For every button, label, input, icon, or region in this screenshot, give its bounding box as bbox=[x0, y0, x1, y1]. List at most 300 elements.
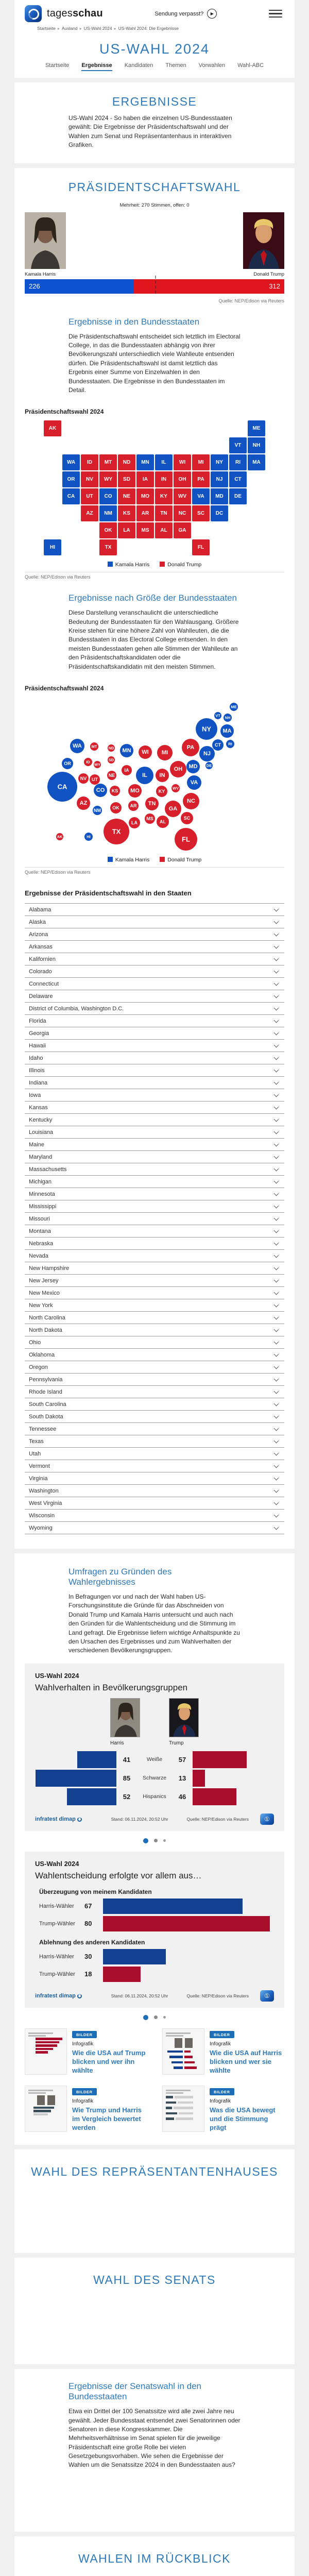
state-tile-TX[interactable]: TX bbox=[99, 539, 117, 555]
svg-text:ME: ME bbox=[231, 704, 237, 709]
us-states-map[interactable] bbox=[44, 420, 265, 556]
breadcrumb-item[interactable]: US-Wahl 2024 bbox=[83, 26, 112, 31]
state-accordion-row[interactable] bbox=[25, 1237, 284, 1249]
chart2-title: Wahlentscheidung erfolgte vor allem aus… bbox=[35, 1870, 202, 1880]
teaser-title[interactable]: Wie Trump und Harris im Vergleich bewertet werden bbox=[72, 2106, 142, 2132]
state-tile-IL[interactable]: IL bbox=[155, 454, 173, 470]
chevron-down-icon bbox=[274, 1376, 279, 1381]
teaser-title[interactable]: Wie die USA auf Harris blicken und wer sie wählte bbox=[210, 2049, 282, 2075]
bubble-section-text: Diese Darstellung veranschaulicht die unterschiedliche Bedeutung der Bundesstaaten für den Wahlausgang. Größere Kreise stehen für eine höhere Zahl von Wahlleuten, die die Bundesstaaten in das Electoral College entsenden. In den meisten Bundesstaaten gehen alle Stimmen der Wahlleute an den Präsidentschaftskandidaten oder die Präsidentschaftskandidatin mit den meisten Stimmen. bbox=[68, 609, 239, 670]
retrospect-heading: WAHLEN IM RÜCKBLICK bbox=[78, 2551, 231, 2565]
state-tile-IN[interactable]: IN bbox=[155, 471, 173, 487]
teaser-kicker: Infografik bbox=[72, 2098, 94, 2105]
state-tile-NH[interactable]: NH bbox=[248, 437, 265, 453]
carousel-dot[interactable] bbox=[163, 2016, 166, 2019]
state-tile-NE[interactable]: NE bbox=[118, 488, 135, 504]
state-accordion-row[interactable] bbox=[25, 1212, 284, 1225]
state-bubble-AR[interactable] bbox=[128, 801, 139, 811]
chevron-down-icon bbox=[274, 993, 279, 998]
state-name: Utah bbox=[29, 1450, 41, 1457]
demo-category: Schwarze bbox=[142, 1775, 167, 1782]
tagesschau-wordmark: tagesschau bbox=[47, 8, 103, 19]
page-title: US-WAHL 2024 bbox=[99, 41, 210, 57]
state-bubble-CA[interactable] bbox=[47, 772, 77, 802]
carousel-dot-active[interactable] bbox=[143, 2015, 148, 2020]
tab-vorwahlen[interactable]: Vorwahlen bbox=[198, 62, 226, 69]
state-accordion-row[interactable] bbox=[25, 928, 284, 940]
state-name: New York bbox=[29, 1302, 53, 1309]
tagesschau-logo-icon bbox=[25, 5, 42, 22]
state-accordion-row[interactable] bbox=[25, 1262, 284, 1274]
state-tile-CO[interactable]: CO bbox=[99, 488, 117, 504]
state-bubble-WY[interactable] bbox=[94, 761, 101, 768]
state-accordion-row[interactable] bbox=[25, 1002, 284, 1014]
house-heading: WAHL DES REPRÄSENTANTENHAUSES bbox=[31, 2165, 278, 2179]
decision-groups bbox=[35, 1888, 274, 1982]
state-tile-PA[interactable]: PA bbox=[192, 471, 210, 487]
state-bubble-OK[interactable] bbox=[110, 802, 122, 814]
bubble-cartogram[interactable] bbox=[33, 697, 276, 853]
chevron-down-icon bbox=[274, 1055, 279, 1060]
state-accordion-row[interactable] bbox=[25, 1398, 284, 1410]
tab-startseite[interactable]: Startseite bbox=[45, 62, 70, 69]
state-tile-MS[interactable]: MS bbox=[136, 522, 154, 538]
state-bubble-OH[interactable] bbox=[170, 761, 186, 777]
chevron-down-icon bbox=[274, 1351, 279, 1357]
state-bubble-IA[interactable] bbox=[122, 765, 132, 775]
chevron-down-icon bbox=[274, 943, 279, 948]
carousel-dot[interactable] bbox=[154, 2015, 158, 2019]
bilder-badge: BILDER bbox=[72, 2031, 97, 2038]
state-tile-NY[interactable]: NY bbox=[211, 454, 228, 470]
state-accordion-row[interactable] bbox=[25, 953, 284, 965]
state-tile-ID[interactable]: ID bbox=[81, 454, 98, 470]
ergebnisse-heading: ERGEBNISSE bbox=[112, 95, 197, 108]
senate-results-heading: Ergebnisse der Senatswahl in den Bundesstaaten bbox=[68, 2381, 201, 2402]
state-tile-GA[interactable]: GA bbox=[174, 522, 191, 538]
svg-text:DE: DE bbox=[206, 763, 212, 768]
state-accordion-list bbox=[25, 903, 284, 1534]
state-name: Oregon bbox=[29, 1364, 48, 1370]
state-bubble-GA[interactable] bbox=[165, 801, 181, 817]
state-accordion-row[interactable] bbox=[25, 990, 284, 1002]
teaser-item[interactable] bbox=[25, 2086, 147, 2132]
map-legend bbox=[25, 562, 284, 568]
state-name: South Carolina bbox=[29, 1401, 66, 1408]
state-name: Florida bbox=[29, 1018, 46, 1024]
state-tile-WA[interactable]: WA bbox=[62, 454, 80, 470]
state-tile-KY[interactable]: KY bbox=[155, 488, 173, 504]
state-name: Alaska bbox=[29, 919, 46, 925]
svg-text:ID: ID bbox=[86, 759, 90, 765]
harris-name: Kamala Harris bbox=[25, 271, 56, 277]
state-accordion-row[interactable] bbox=[25, 1410, 284, 1422]
map-section-text: Die Präsidentschaftswahl entscheidet sich letztlich im Electoral College, in das die Bundesstaaten abhängig von ihrer Bevölkerungszahl unterschiedlich viele Wahlleute entsenden dürfen. Die Präsidentschaftswahl ist damit letztlich das Ergebnis einer Summe von Einzelwahlen in den Bundesstaaten. Die Ergebnisse in den Bundesstaaten im Detail. bbox=[68, 332, 241, 394]
state-accordion-row[interactable] bbox=[25, 1299, 284, 1311]
state-tile-WY[interactable]: WY bbox=[99, 471, 117, 487]
state-name: Georgia bbox=[29, 1030, 49, 1037]
state-bubble-IN[interactable] bbox=[156, 769, 169, 782]
state-bubble-NH[interactable] bbox=[224, 714, 232, 722]
decision-row bbox=[35, 1916, 274, 1931]
state-tile-RI[interactable]: RI bbox=[229, 454, 247, 470]
state-bubble-UT[interactable] bbox=[90, 774, 100, 785]
state-bubble-MI[interactable] bbox=[157, 745, 173, 760]
teaser-item[interactable] bbox=[162, 2086, 284, 2132]
state-accordion-row[interactable] bbox=[25, 903, 284, 916]
teaser-thumbnail bbox=[25, 2028, 67, 2075]
state-tile-NJ[interactable]: NJ bbox=[211, 471, 228, 487]
state-accordion-row[interactable] bbox=[25, 1113, 284, 1126]
intro-section bbox=[14, 82, 295, 163]
state-accordion-row[interactable] bbox=[25, 1052, 284, 1064]
tagesschau-logo[interactable] bbox=[25, 5, 103, 22]
legend-swatch bbox=[108, 857, 113, 862]
svg-text:AL: AL bbox=[160, 819, 166, 825]
chevron-down-icon bbox=[274, 1203, 279, 1208]
svg-text:FL: FL bbox=[182, 835, 190, 843]
state-tile-NC[interactable]: NC bbox=[174, 505, 191, 521]
chevron-down-icon bbox=[274, 1426, 279, 1431]
state-tile-AK[interactable]: AK bbox=[44, 420, 61, 436]
state-accordion-row[interactable] bbox=[25, 1274, 284, 1286]
breadcrumb-separator: ▸ bbox=[114, 26, 116, 31]
carousel-dot[interactable] bbox=[154, 1839, 158, 1842]
state-accordion-row[interactable] bbox=[25, 1348, 284, 1361]
harris-value: 52 bbox=[123, 1792, 131, 1801]
bubble-section-heading: Ergebnisse nach Größe der Bundesstaaten bbox=[68, 593, 237, 603]
svg-text:WV: WV bbox=[172, 786, 179, 791]
trump-value: 57 bbox=[178, 1755, 186, 1764]
svg-text:KS: KS bbox=[111, 788, 118, 794]
demo-row bbox=[35, 1751, 274, 1768]
senate-results-text: Etwa ein Drittel der 100 Senatssitze wird alle zwei Jahre neu gewählt. Jeder Bundesstaat entsendet zwei Senatorinnen oder Senatoren in diese Kongresskammer. Die Mehrheitsverhältnisse im Senat spielen für die jeweilige Präsidentschaft eine große Rolle bei vielen Gesetzgebungsvorhaben. Wie sehen die Ergebnisse der Wahlen um die Senatssitze 2024 in den Bundesstaaten aus? bbox=[68, 2408, 241, 2469]
svg-text:UT: UT bbox=[92, 777, 98, 783]
state-tile-OR[interactable]: OR bbox=[62, 471, 80, 487]
state-bubble-KS[interactable] bbox=[110, 786, 120, 796]
state-tile-HI[interactable]: HI bbox=[44, 539, 61, 555]
breadcrumb-separator: ▸ bbox=[79, 26, 82, 31]
state-bubble-AZ[interactable] bbox=[77, 796, 90, 810]
state-accordion-row[interactable] bbox=[25, 1484, 284, 1497]
state-accordion-row[interactable] bbox=[25, 1150, 284, 1163]
house-section bbox=[14, 2149, 295, 2253]
state-accordion-row[interactable] bbox=[25, 965, 284, 977]
chevron-down-icon bbox=[274, 1030, 279, 1035]
state-accordion-row[interactable] bbox=[25, 1521, 284, 1534]
harris-bar-segment: 226 bbox=[25, 279, 134, 294]
state-bubble-TX[interactable] bbox=[104, 819, 129, 844]
state-accordion-row[interactable] bbox=[25, 1373, 284, 1385]
electoral-bar[interactable] bbox=[25, 279, 284, 294]
state-accordion-row[interactable] bbox=[25, 1324, 284, 1336]
state-name: Texas bbox=[29, 1438, 44, 1445]
state-tile-AL[interactable]: AL bbox=[155, 522, 173, 538]
state-tile-IA[interactable]: IA bbox=[136, 471, 154, 487]
harris-bar bbox=[103, 1899, 243, 1914]
state-accordion-row[interactable] bbox=[25, 1225, 284, 1237]
state-bubble-RI[interactable] bbox=[226, 740, 234, 748]
state-bubble-ID[interactable] bbox=[84, 758, 92, 766]
stand-label: Stand: 06.11.2024, 20:52 Uhr bbox=[111, 1816, 168, 1822]
state-accordion-row[interactable] bbox=[25, 1472, 284, 1484]
state-bubble-IL[interactable] bbox=[136, 767, 153, 784]
decision-row bbox=[35, 1967, 274, 1982]
state-tile-SD[interactable]: SD bbox=[118, 471, 135, 487]
state-tile-MO[interactable]: MO bbox=[136, 488, 154, 504]
state-accordion-row[interactable] bbox=[25, 1422, 284, 1435]
state-bubble-CO[interactable] bbox=[94, 784, 107, 797]
chevron-down-icon bbox=[274, 1005, 279, 1010]
state-accordion-row[interactable] bbox=[25, 1039, 284, 1052]
state-tile-UT[interactable]: UT bbox=[81, 488, 98, 504]
state-tile-AR[interactable]: AR bbox=[136, 505, 154, 521]
svg-text:OK: OK bbox=[112, 805, 119, 811]
state-accordion-row[interactable] bbox=[25, 1027, 284, 1039]
chevron-down-icon bbox=[274, 1339, 279, 1344]
teaser-item[interactable] bbox=[25, 2028, 147, 2075]
demo-row bbox=[35, 1788, 274, 1805]
state-tile-OK[interactable]: OK bbox=[99, 522, 117, 538]
state-tile-MI[interactable]: MI bbox=[192, 454, 210, 470]
state-bubble-NY[interactable] bbox=[196, 718, 217, 740]
state-bubble-SD[interactable] bbox=[108, 756, 115, 764]
state-tile-NV[interactable]: NV bbox=[81, 471, 98, 487]
harris-small-photo bbox=[110, 1698, 140, 1737]
state-accordion-row[interactable] bbox=[25, 1076, 284, 1089]
state-bubble-LA[interactable] bbox=[129, 817, 140, 828]
svg-text:SD: SD bbox=[108, 757, 114, 762]
state-accordion-row[interactable] bbox=[25, 1336, 284, 1348]
tab-wahl-abc[interactable]: Wahl-ABC bbox=[237, 62, 264, 69]
breadcrumb-item[interactable]: US-Wahl 2024: Die Ergebnisse bbox=[118, 26, 179, 31]
state-name: South Dakota bbox=[29, 1413, 63, 1420]
state-bubble-NC[interactable] bbox=[183, 793, 199, 809]
svg-text:MI: MI bbox=[161, 750, 168, 756]
state-bubble-NE[interactable] bbox=[107, 771, 116, 780]
bilder-badge: BILDER bbox=[72, 2088, 97, 2095]
teaser-title[interactable]: Was die USA bewegt und die Stimmung prägt bbox=[210, 2106, 276, 2132]
state-bubble-FL[interactable] bbox=[175, 828, 197, 851]
teaser-title[interactable]: Wie die USA auf Trump blicken und wer ihn wählte bbox=[72, 2049, 146, 2075]
state-accordion-row[interactable] bbox=[25, 1497, 284, 1509]
state-tile-OH[interactable]: OH bbox=[174, 471, 191, 487]
state-accordion-row[interactable] bbox=[25, 1188, 284, 1200]
state-tile-CT[interactable]: CT bbox=[229, 471, 247, 487]
state-accordion-row[interactable] bbox=[25, 1163, 284, 1175]
bilder-badge: BILDER bbox=[210, 2031, 234, 2038]
state-name: Nevada bbox=[29, 1252, 48, 1259]
chevron-down-icon bbox=[274, 1524, 279, 1530]
state-accordion-row[interactable] bbox=[25, 940, 284, 953]
state-bubble-AL[interactable] bbox=[157, 816, 169, 828]
state-bubble-HI[interactable] bbox=[84, 833, 93, 841]
decision-label: Trump-Wähler bbox=[39, 1920, 75, 1927]
chart1-footer bbox=[35, 1814, 274, 1825]
state-accordion-row[interactable] bbox=[25, 1435, 284, 1447]
legend-item: Kamala Harris bbox=[108, 562, 150, 568]
state-tile-ME[interactable]: ME bbox=[248, 420, 265, 436]
decision-label: Harris-Wähler bbox=[39, 1953, 74, 1960]
state-accordion-row[interactable] bbox=[25, 1101, 284, 1113]
state-tile-TN[interactable]: TN bbox=[155, 505, 173, 521]
state-tile-DE[interactable]: DE bbox=[229, 488, 247, 504]
state-name: Maine bbox=[29, 1141, 44, 1148]
state-accordion-row[interactable] bbox=[25, 1014, 284, 1027]
legend-swatch bbox=[108, 562, 113, 567]
state-name: Oklahoma bbox=[29, 1351, 55, 1358]
state-bubble-KY[interactable] bbox=[156, 786, 167, 797]
state-accordion-row[interactable] bbox=[25, 1200, 284, 1212]
state-tile-WI[interactable]: WI bbox=[174, 454, 191, 470]
svg-text:WA: WA bbox=[73, 743, 82, 750]
svg-text:CO: CO bbox=[96, 787, 105, 794]
state-bubble-NJ[interactable] bbox=[199, 746, 215, 761]
state-name: Rhode Island bbox=[29, 1388, 62, 1395]
state-tile-ND[interactable]: ND bbox=[118, 454, 135, 470]
state-tile-DC[interactable]: DC bbox=[211, 505, 228, 521]
svg-text:NH: NH bbox=[225, 715, 231, 720]
chevron-down-icon bbox=[274, 1191, 279, 1196]
state-tile-MT[interactable]: MT bbox=[99, 454, 117, 470]
tab-ergebnisse[interactable]: Ergebnisse bbox=[81, 62, 112, 71]
state-bubble-MO[interactable] bbox=[128, 784, 142, 798]
svg-text:CA: CA bbox=[57, 783, 67, 791]
sendung-verpasst-link[interactable]: Sendung verpasst? ▶ bbox=[154, 9, 217, 19]
state-name: Tennessee bbox=[29, 1426, 57, 1432]
state-accordion-row[interactable] bbox=[25, 1286, 284, 1299]
state-tile-CA[interactable]: CA bbox=[62, 488, 80, 504]
chevron-down-icon bbox=[274, 1240, 279, 1245]
state-bubble-VA[interactable] bbox=[187, 775, 201, 790]
chevron-down-icon bbox=[274, 1500, 279, 1505]
state-bubble-NV[interactable] bbox=[78, 773, 89, 784]
trump-bar bbox=[103, 1967, 141, 1982]
play-icon: ▶ bbox=[207, 9, 217, 19]
svg-text:LA: LA bbox=[131, 820, 138, 826]
decision-row bbox=[35, 1899, 274, 1914]
state-bubble-WA[interactable] bbox=[70, 739, 84, 753]
state-accordion-row[interactable] bbox=[25, 1311, 284, 1324]
state-bubble-ME[interactable] bbox=[230, 703, 238, 711]
infratest-dimap-logo: infratest dimap bbox=[35, 1993, 82, 1999]
carousel-dot[interactable] bbox=[163, 1839, 166, 1842]
teaser-kicker: Infografik bbox=[210, 2098, 231, 2105]
chevron-down-icon bbox=[274, 1129, 279, 1134]
state-bubble-MD[interactable] bbox=[186, 760, 200, 773]
state-accordion-row[interactable] bbox=[25, 916, 284, 928]
state-bubble-NM[interactable] bbox=[93, 806, 102, 815]
state-accordion-row[interactable] bbox=[25, 1138, 284, 1150]
svg-text:MD: MD bbox=[188, 764, 198, 770]
teaser-item[interactable] bbox=[162, 2028, 284, 2075]
state-bubble-MN[interactable] bbox=[120, 744, 133, 757]
state-accordion-row[interactable] bbox=[25, 1249, 284, 1262]
state-accordion-row[interactable] bbox=[25, 1064, 284, 1076]
state-tile-WV[interactable]: WV bbox=[174, 488, 191, 504]
state-accordion-row[interactable] bbox=[25, 1089, 284, 1101]
decision-group-title: Ablehnung des anderen Kandidaten bbox=[39, 1938, 145, 1946]
state-tile-MA[interactable]: MA bbox=[248, 454, 265, 470]
state-accordion-row[interactable] bbox=[25, 977, 284, 990]
state-name: Pennsylvania bbox=[29, 1376, 63, 1383]
polls-section bbox=[14, 1553, 295, 2145]
state-name: Montana bbox=[29, 1228, 51, 1234]
state-bubble-CT[interactable] bbox=[212, 739, 224, 751]
state-accordion-row[interactable] bbox=[25, 1447, 284, 1460]
state-tile-MD[interactable]: MD bbox=[211, 488, 228, 504]
state-tile-AZ[interactable]: AZ bbox=[81, 505, 98, 521]
state-name: Idaho bbox=[29, 1055, 43, 1061]
tab-themen[interactable]: Themen bbox=[165, 62, 186, 69]
state-name: Missouri bbox=[29, 1215, 50, 1222]
state-bubble-MA[interactable] bbox=[220, 724, 234, 738]
carousel-dot-active[interactable] bbox=[143, 1838, 148, 1843]
state-tile-VT[interactable]: VT bbox=[229, 437, 247, 453]
state-bubble-AK[interactable] bbox=[56, 833, 63, 840]
infratest-dimap-logo: infratest dimap bbox=[35, 1816, 82, 1822]
svg-text:GA: GA bbox=[168, 806, 178, 812]
state-tile-MN[interactable]: MN bbox=[136, 454, 154, 470]
state-bubble-VT[interactable] bbox=[214, 712, 221, 719]
breadcrumb-item[interactable]: Ausland bbox=[61, 26, 78, 31]
state-tile-NM[interactable]: NM bbox=[99, 505, 117, 521]
teaser-thumbnail bbox=[162, 2086, 204, 2132]
state-tile-LA[interactable]: LA bbox=[118, 522, 135, 538]
state-accordion-row[interactable] bbox=[25, 1460, 284, 1472]
state-tile-VA[interactable]: VA bbox=[192, 488, 210, 504]
state-bubble-MS[interactable] bbox=[145, 814, 155, 824]
state-name: North Carolina bbox=[29, 1314, 65, 1321]
state-bubble-WV[interactable] bbox=[171, 784, 180, 792]
tab-kandidaten[interactable]: Kandidaten bbox=[124, 62, 153, 69]
state-accordion-row[interactable] bbox=[25, 1509, 284, 1521]
state-bubble-ND[interactable] bbox=[108, 744, 115, 752]
harris-value: 85 bbox=[123, 1774, 131, 1782]
state-name: New Jersey bbox=[29, 1277, 59, 1284]
state-accordion-row[interactable] bbox=[25, 1361, 284, 1373]
state-bubble-DE[interactable] bbox=[205, 762, 213, 769]
state-accordion-row[interactable] bbox=[25, 1126, 284, 1138]
state-accordion-row[interactable] bbox=[25, 1175, 284, 1188]
state-tile-KS[interactable]: KS bbox=[118, 505, 135, 521]
decision-value: 80 bbox=[84, 1920, 92, 1928]
state-bubble-TN[interactable] bbox=[145, 797, 159, 810]
svg-text:NE: NE bbox=[108, 773, 115, 778]
breadcrumb bbox=[14, 24, 295, 35]
state-name: Maryland bbox=[29, 1154, 53, 1160]
state-name: Alabama bbox=[29, 906, 52, 913]
chevron-down-icon bbox=[274, 1228, 279, 1233]
stand-label: Stand: 06.11.2024, 20:52 Uhr bbox=[111, 1993, 168, 1998]
retrospect-section bbox=[14, 2536, 295, 2576]
state-bubble-WI[interactable] bbox=[139, 745, 152, 759]
state-tile-FL[interactable]: FL bbox=[192, 539, 210, 555]
menu-icon[interactable] bbox=[269, 10, 282, 18]
breadcrumb-item[interactable]: Startseite bbox=[37, 26, 56, 31]
state-tile-SC[interactable]: SC bbox=[192, 505, 210, 521]
state-bubble-MT[interactable] bbox=[90, 742, 98, 751]
candidate-photos bbox=[25, 212, 284, 269]
bubble-chart-label: Präsidentschaftswahl 2024 bbox=[25, 685, 104, 692]
state-bubble-OR[interactable] bbox=[62, 758, 73, 769]
state-bubble-PA[interactable] bbox=[182, 739, 199, 756]
chart1-title: Wahlverhalten in Bevölkerungsgruppen bbox=[35, 1682, 188, 1692]
polls-heading: Umfragen zu Gründen des Wahlergebnisses bbox=[68, 1567, 172, 1587]
state-accordion-row[interactable] bbox=[25, 1385, 284, 1398]
state-bubble-SC[interactable] bbox=[181, 812, 193, 824]
chevron-down-icon bbox=[274, 1463, 279, 1468]
